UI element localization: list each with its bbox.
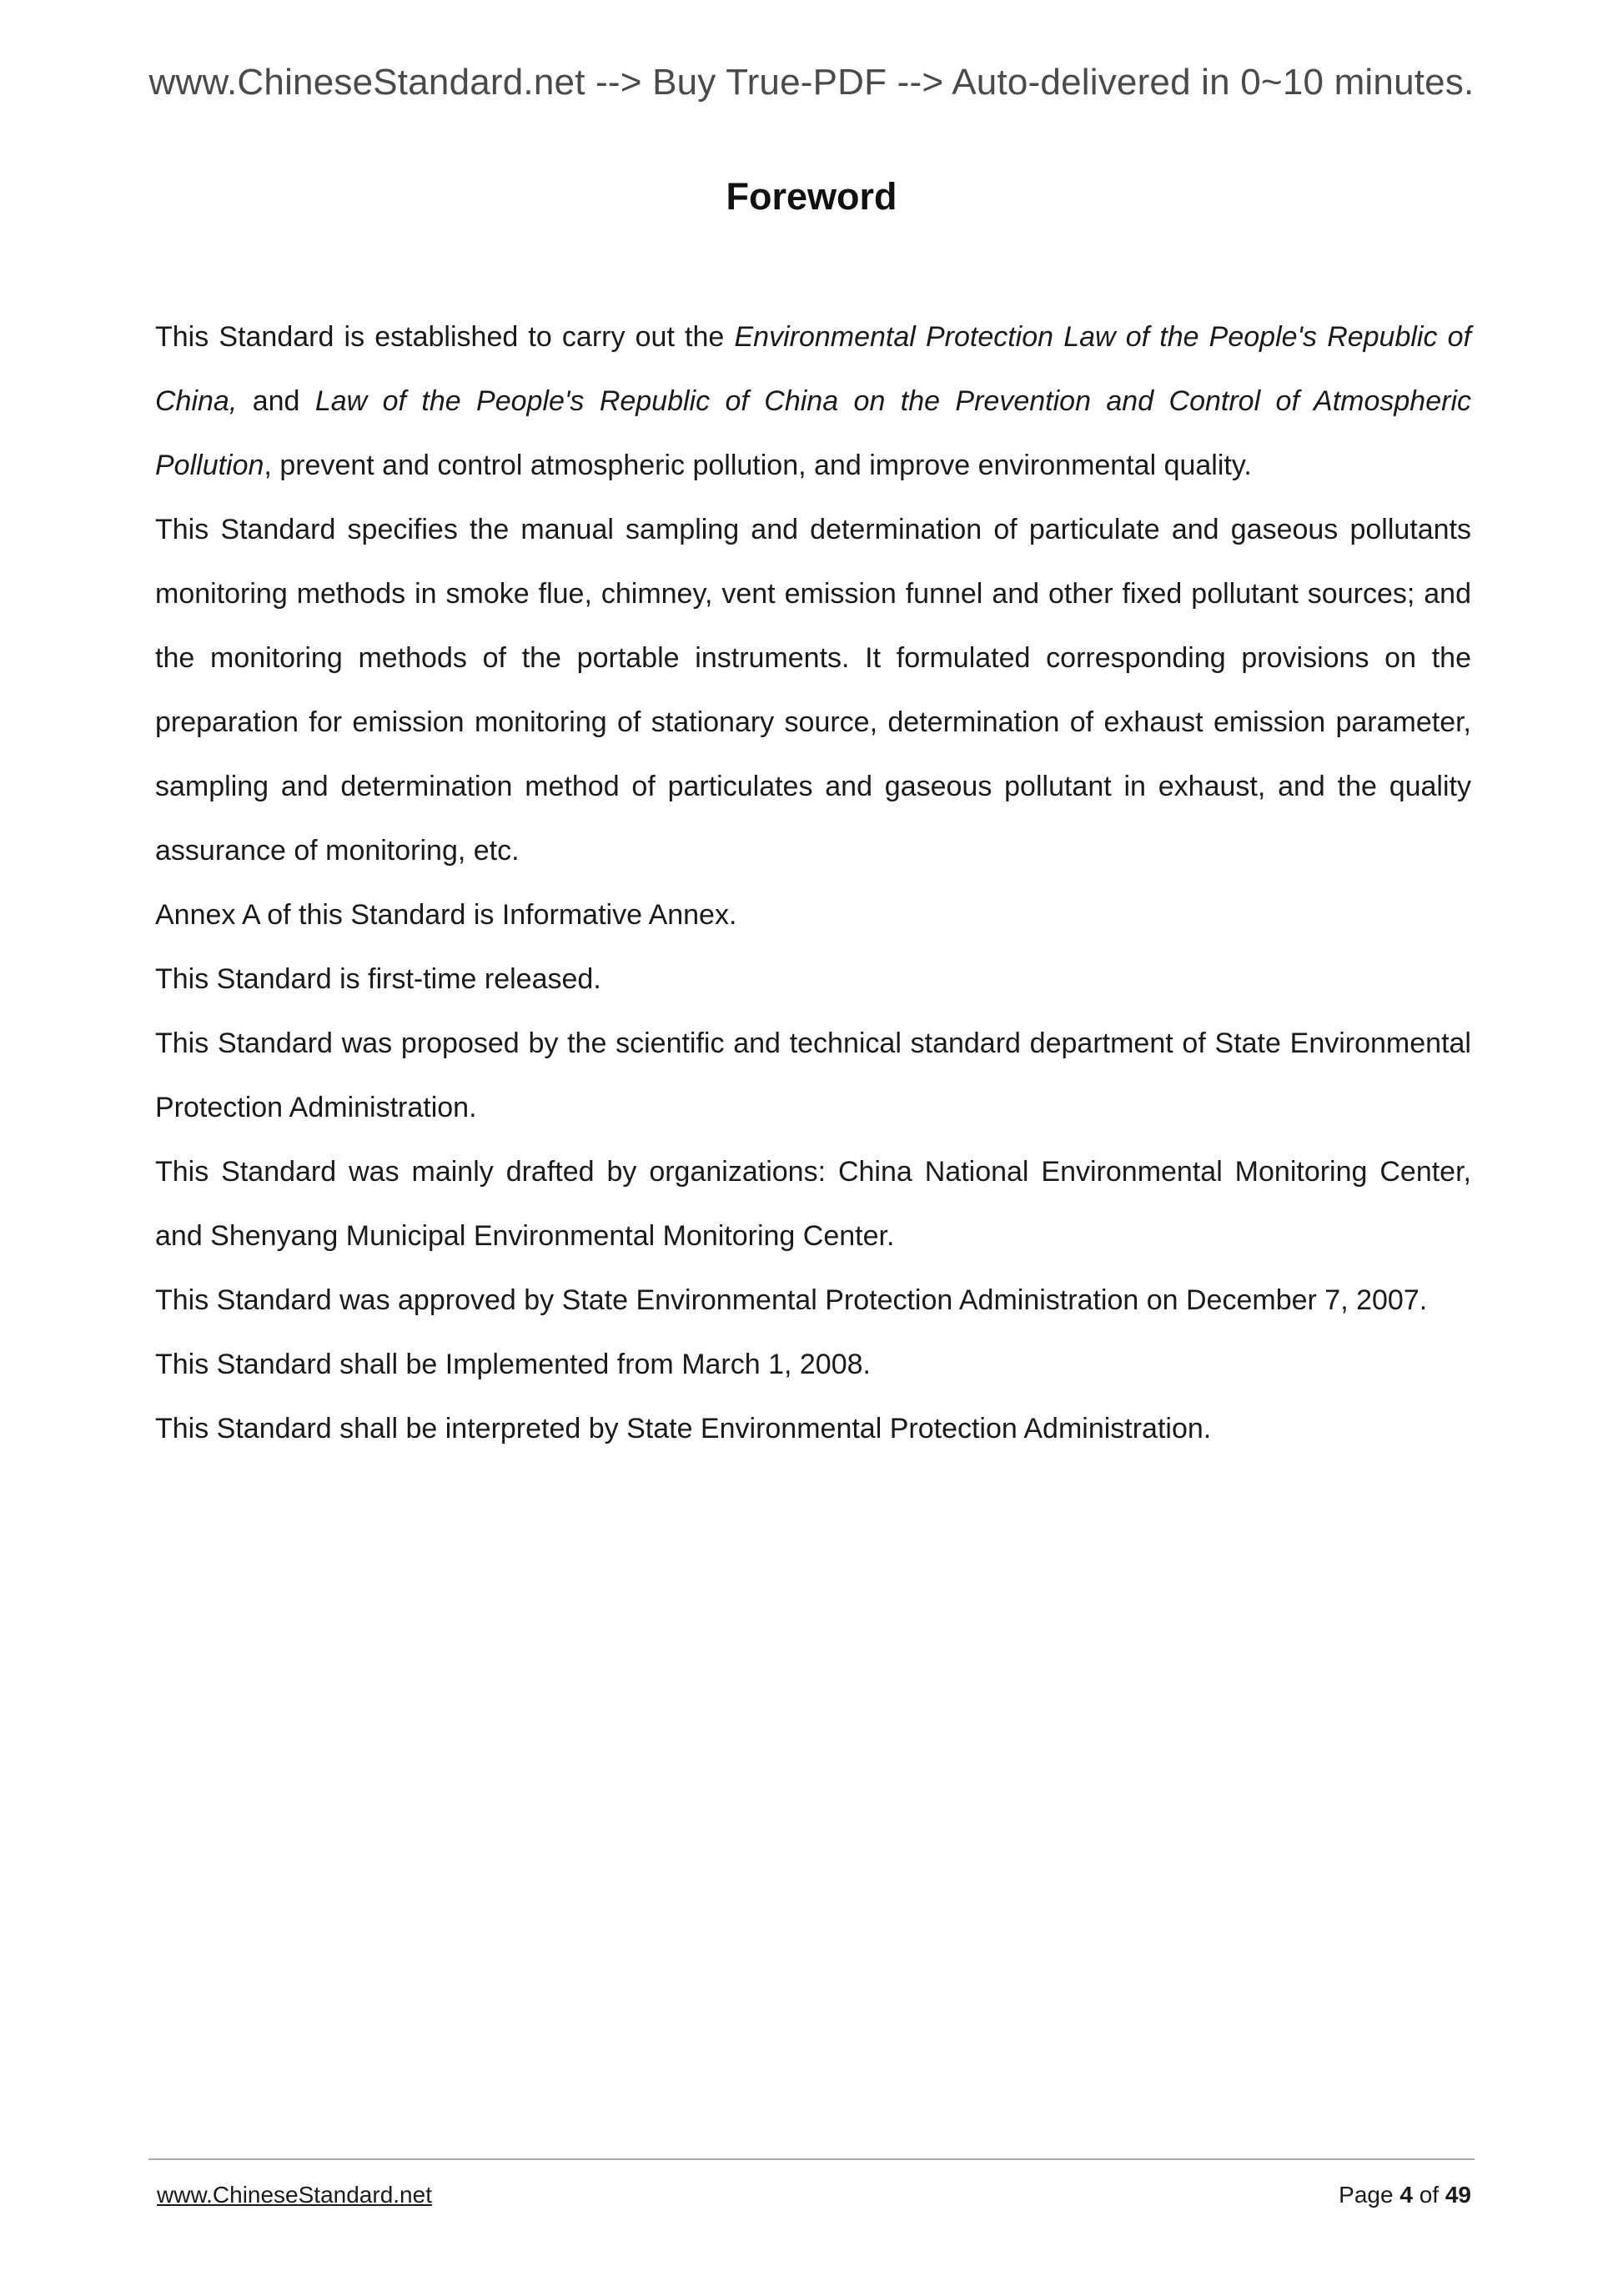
paragraph-proposed-by: This Standard was proposed by the scientific and technical standard department of State Environmental Protection Administration. xyxy=(155,1027,1471,1123)
paragraph-drafted-by: This Standard was mainly drafted by organizations: China National Environmental Monitoring Center, and Shenyang Municipal Environmental Monitoring Center. xyxy=(155,1156,1471,1252)
paragraph-annex: Annex A of this Standard is Informative Annex. xyxy=(155,899,737,931)
paragraph-purpose xyxy=(155,305,1471,498)
document-body xyxy=(155,305,1471,1461)
page-label: Page xyxy=(1339,2182,1400,2208)
footer-divider xyxy=(148,2158,1475,2160)
law-title-atmospheric-pollution: Law of the People's Republic of China on the Prevention and Control of Atmospheric Pollution xyxy=(155,385,1471,481)
footer-website-link[interactable]: www.ChineseStandard.net xyxy=(157,2182,432,2208)
page-current: 4 xyxy=(1399,2182,1413,2208)
page-of: of xyxy=(1412,2182,1445,2208)
header-banner: www.ChineseStandard.net --> Buy True-PDF --> Auto-delivered in 0~10 minutes. xyxy=(148,62,1475,103)
paragraph-release: This Standard is first-time released. xyxy=(155,963,601,995)
page-title: Foreword xyxy=(726,175,897,218)
paragraph-text: and xyxy=(237,385,315,417)
paragraph-approved: This Standard was approved by State Environmental Protection Administration on December 7, 2007. xyxy=(155,1284,1428,1316)
page-number xyxy=(1339,2182,1471,2208)
paragraph-implemented: This Standard shall be Implemented from March 1, 2008. xyxy=(155,1349,871,1380)
page-total: 49 xyxy=(1445,2182,1471,2208)
paragraph-text: This Standard is established to carry out the xyxy=(155,321,735,353)
paragraph-text: , prevent and control atmospheric pollution, and improve environmental quality. xyxy=(264,450,1252,481)
law-title-environmental-protection: Environmental Protection Law of the People's Republic of China, xyxy=(155,321,1472,417)
paragraph-interpreted: This Standard shall be interpreted by State Environmental Protection Administration. xyxy=(155,1413,1212,1444)
paragraph-scope: This Standard specifies the manual sampling and determination of particulate and gaseous pollutants monitoring methods in smoke flue, chimney, vent emission funnel and other fixed pollutant sources; and the monitoring methods of the portable instruments. It formulated corresponding provisions on the preparation for emission monitoring of stationary source, determination of exhaust emission parameter, sampling and determination method of particulates and gaseous pollutant in exhaust, and the quality assurance of monitoring, etc. xyxy=(155,514,1471,867)
